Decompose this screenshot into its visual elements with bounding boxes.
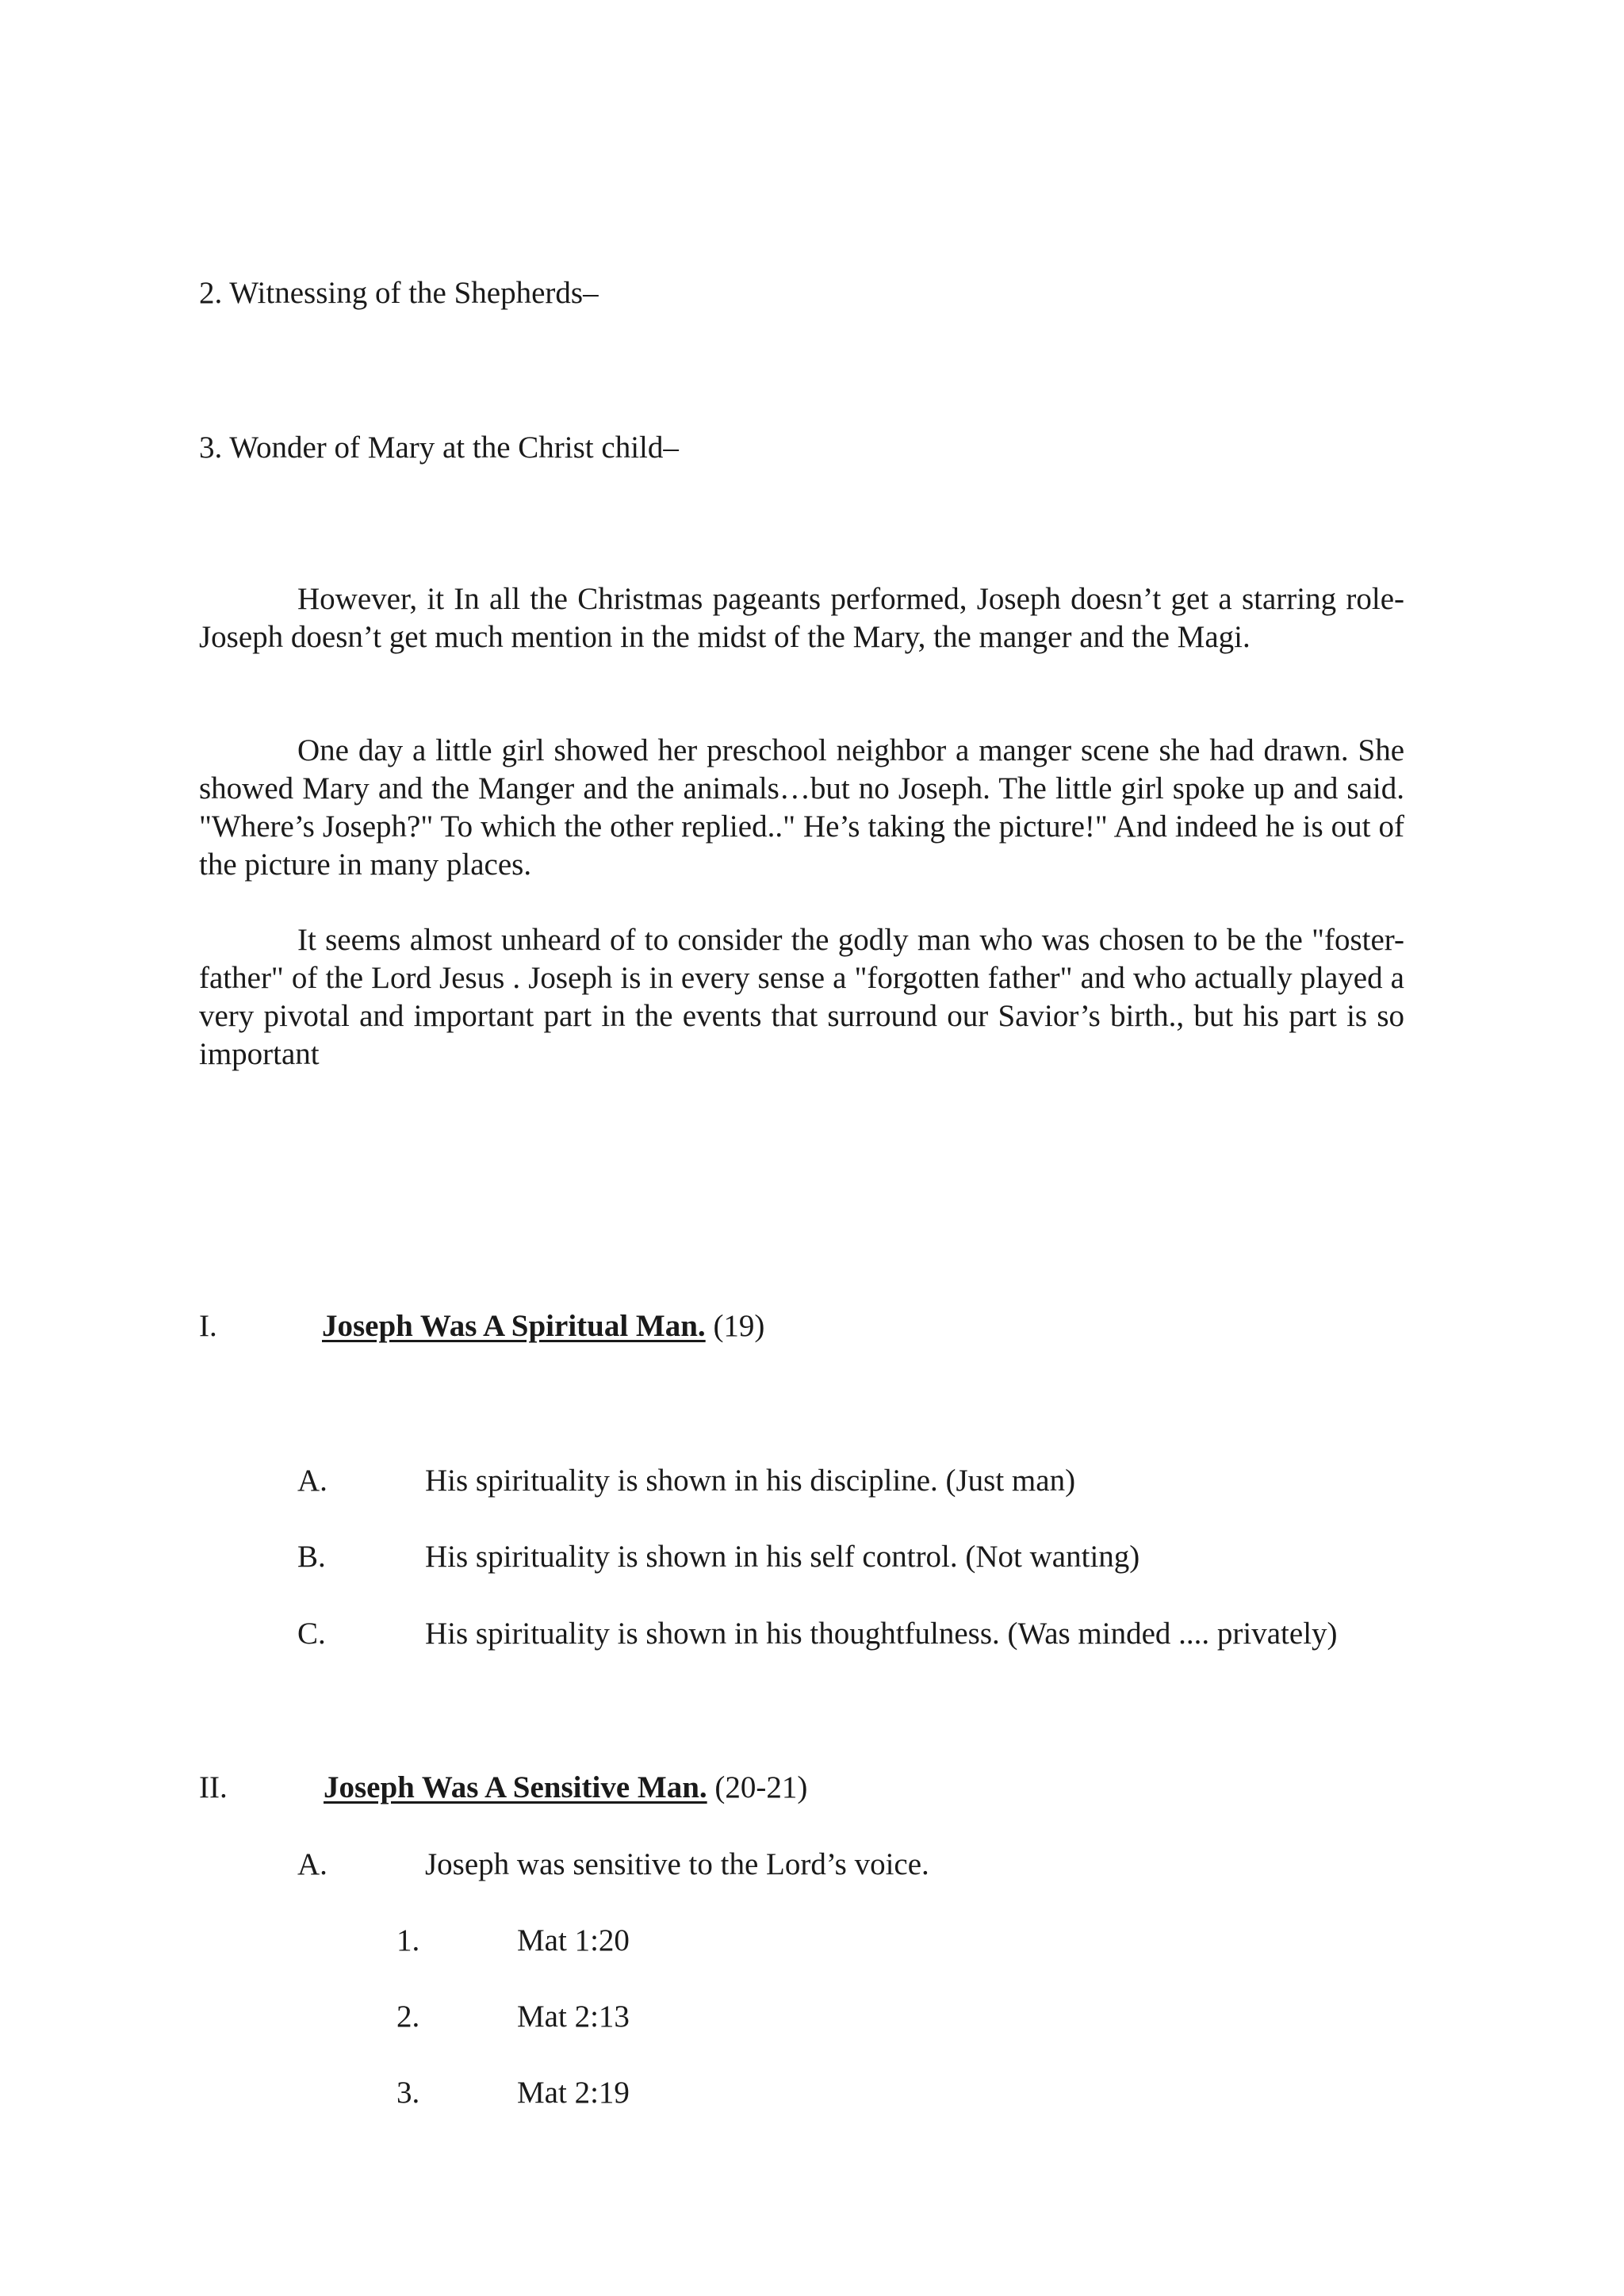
outline-heading-1 bbox=[322, 1311, 764, 1341]
paragraph-foster-father bbox=[199, 921, 1404, 1073]
heading-title: Joseph Was A Spiritual Man. bbox=[322, 1309, 706, 1343]
heading-ref: (20-21) bbox=[707, 1770, 808, 1804]
point-text-2a: Joseph was sensitive to the Lord’s voice. bbox=[425, 1847, 929, 1881]
heading-ref: (19) bbox=[705, 1309, 765, 1343]
paragraph-pageants bbox=[199, 580, 1404, 656]
paragraph-text: It seems almost unheard of to consider the godly man who was chosen to be the "foster-father" of the Lord Jesus . Joseph is in every sense a "forgotten father" and who actually played a very pivotal and important part in the events that surround our Savior’s birth., but his part is so important bbox=[199, 923, 1404, 1071]
subpoint-text-1: Mat 1:20 bbox=[517, 1923, 630, 1957]
point-text-1c: His spirituality is shown in his thoughtfulness. (Was minded .... privately) bbox=[425, 1617, 1338, 1651]
subpoint-number-3: 3. bbox=[396, 2076, 420, 2110]
subpoint-number-2: 2. bbox=[396, 1999, 420, 2034]
outline-numeral-1: I. bbox=[199, 1309, 217, 1343]
point-letter-2a: A. bbox=[297, 1847, 327, 1881]
subpoint-number-1: 1. bbox=[396, 1923, 420, 1957]
subpoint-text-2: Mat 2:13 bbox=[517, 1999, 630, 2034]
paragraph-text: However, it In all the Christmas pageants performed, Joseph doesn’t get a starring role- Joseph doesn’t get much mention in the midst of the Mary, the manger and the Magi. bbox=[199, 582, 1404, 654]
intro-item-witnessing: 2. Witnessing of the Shepherds– bbox=[199, 276, 599, 310]
point-letter-1c: C. bbox=[297, 1617, 326, 1651]
outline-numeral-2: II. bbox=[199, 1770, 228, 1804]
paragraph-manger-scene bbox=[199, 732, 1404, 884]
point-text-1a: His spirituality is shown in his discipline. (Just man) bbox=[425, 1464, 1076, 1498]
paragraph-text: One day a little girl showed her preschool neighbor a manger scene she had drawn. She showed Mary and the Manger and the animals…but no Joseph. The little girl spoke up and said. "Where’s Joseph?" To which the other replied.." He’s taking the picture!" And indeed he is out of the picture in many places. bbox=[199, 733, 1404, 882]
point-letter-1b: B. bbox=[297, 1540, 326, 1574]
outline-heading-2 bbox=[324, 1772, 807, 1803]
subpoint-text-3: Mat 2:19 bbox=[517, 2076, 630, 2110]
intro-item-wonder: 3. Wonder of Mary at the Christ child– bbox=[199, 430, 679, 465]
point-letter-1a: A. bbox=[297, 1464, 327, 1498]
heading-title: Joseph Was A Sensitive Man. bbox=[324, 1770, 707, 1804]
point-text-1b: His spirituality is shown in his self control. (Not wanting) bbox=[425, 1540, 1140, 1574]
